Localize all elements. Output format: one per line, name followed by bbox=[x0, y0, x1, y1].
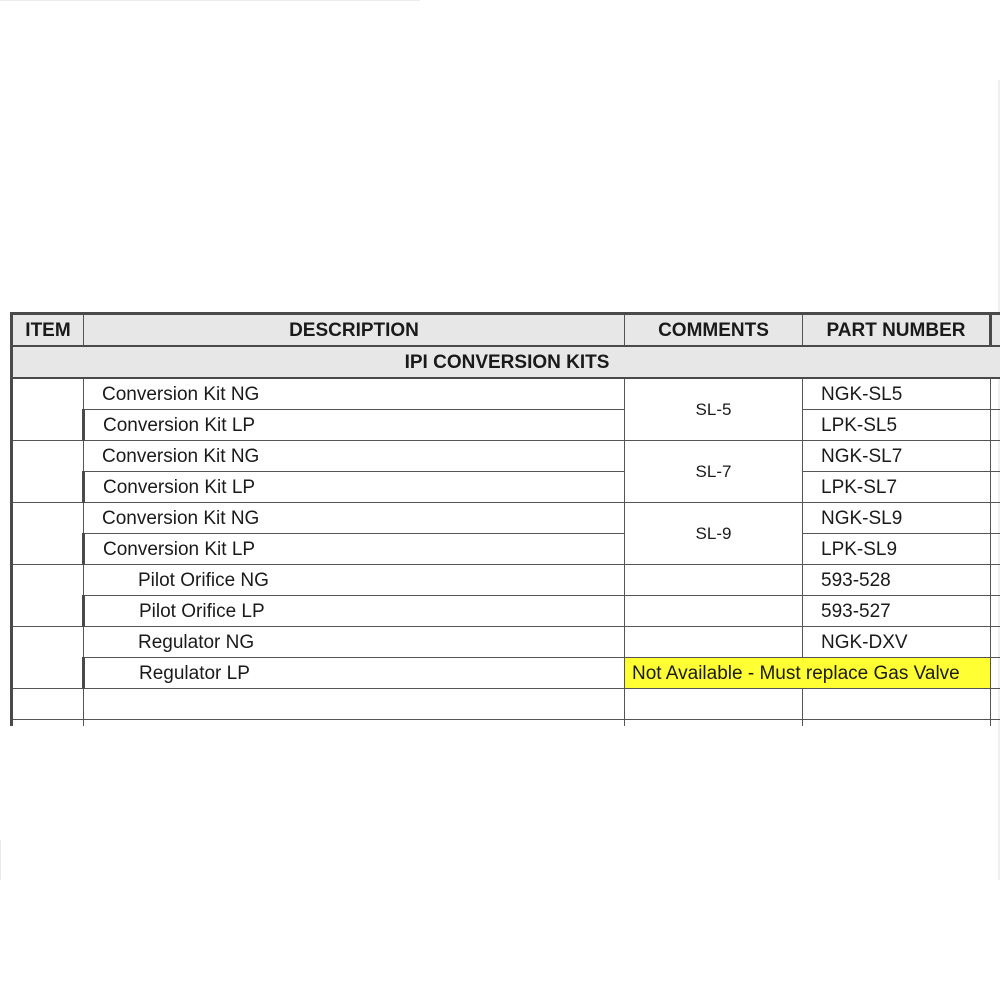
unavailable-note: Not Available - Must replace Gas Valve bbox=[625, 658, 991, 689]
header-item: ITEM bbox=[12, 314, 84, 347]
extra-cell bbox=[991, 534, 1000, 565]
extra-cell bbox=[991, 410, 1000, 441]
extra-cell bbox=[991, 658, 1000, 689]
table-row bbox=[12, 534, 1000, 565]
comment-cell bbox=[625, 627, 803, 658]
comment-cell bbox=[625, 689, 803, 720]
part-number-cell: LPK-SL7 bbox=[803, 472, 991, 503]
extra-cell bbox=[991, 565, 1000, 596]
comment-cell bbox=[625, 565, 803, 596]
section-title: IPI CONVERSION KITS bbox=[12, 346, 1000, 378]
description-cell: Pilot Orifice LP bbox=[84, 596, 625, 627]
part-number-cell: 593-528 bbox=[803, 565, 991, 596]
description-cell: Regulator LP bbox=[84, 658, 625, 689]
scan-edge-top bbox=[0, 0, 420, 1]
part-number-cell: NGK-DXV bbox=[803, 627, 991, 658]
scan-edge-left bbox=[0, 840, 1, 880]
comment-cell bbox=[625, 720, 803, 727]
header-description: DESCRIPTION bbox=[84, 314, 625, 347]
table-row bbox=[12, 441, 1000, 472]
item-cell bbox=[12, 689, 84, 720]
item-cell bbox=[12, 720, 84, 727]
table-header bbox=[12, 314, 1000, 347]
table-row bbox=[12, 720, 1000, 727]
extra-cell bbox=[991, 720, 1000, 727]
conversion-kits-table bbox=[10, 312, 1000, 726]
item-cell bbox=[12, 627, 84, 689]
comment-cell: SL-5 bbox=[625, 378, 803, 441]
table-row bbox=[12, 410, 1000, 441]
item-cell bbox=[12, 565, 84, 627]
part-number-cell: NGK-SL5 bbox=[803, 378, 991, 410]
part-number-cell bbox=[803, 720, 991, 727]
extra-cell bbox=[991, 441, 1000, 472]
description-cell bbox=[84, 689, 625, 720]
table-row bbox=[12, 596, 1000, 627]
part-number-cell: LPK-SL5 bbox=[803, 410, 991, 441]
comment-cell: SL-7 bbox=[625, 441, 803, 503]
description-cell: Regulator NG bbox=[84, 627, 625, 658]
description-cell: Conversion Kit NG bbox=[84, 378, 625, 410]
description-cell: Conversion Kit LP bbox=[84, 472, 625, 503]
extra-cell bbox=[991, 627, 1000, 658]
table-row bbox=[12, 378, 1000, 410]
header-part-number: PART NUMBER bbox=[803, 314, 991, 347]
part-number-cell: NGK-SL9 bbox=[803, 503, 991, 534]
description-cell: Conversion Kit LP bbox=[84, 534, 625, 565]
extra-cell bbox=[991, 503, 1000, 534]
comment-cell: SL-9 bbox=[625, 503, 803, 565]
comment-cell bbox=[625, 596, 803, 627]
description-cell: Pilot Orifice NG bbox=[84, 565, 625, 596]
part-number-cell: 593-527 bbox=[803, 596, 991, 627]
table-row bbox=[12, 503, 1000, 534]
table-row bbox=[12, 658, 1000, 689]
table-row bbox=[12, 565, 1000, 596]
description-cell: Conversion Kit LP bbox=[84, 410, 625, 441]
part-number-cell: LPK-SL9 bbox=[803, 534, 991, 565]
table-row bbox=[12, 689, 1000, 720]
extra-cell bbox=[991, 472, 1000, 503]
item-cell bbox=[12, 441, 84, 503]
header-extra-column bbox=[991, 314, 1000, 347]
description-cell: Conversion Kit NG bbox=[84, 503, 625, 534]
header-comments: COMMENTS bbox=[625, 314, 803, 347]
description-cell bbox=[84, 720, 625, 727]
description-cell: Conversion Kit NG bbox=[84, 441, 625, 472]
part-number-cell: NGK-SL7 bbox=[803, 441, 991, 472]
extra-cell bbox=[991, 689, 1000, 720]
item-cell bbox=[12, 503, 84, 565]
table-row bbox=[12, 627, 1000, 658]
part-number-cell bbox=[803, 689, 991, 720]
item-cell bbox=[12, 378, 84, 441]
extra-cell bbox=[991, 596, 1000, 627]
table-row bbox=[12, 472, 1000, 503]
extra-cell bbox=[991, 378, 1000, 410]
